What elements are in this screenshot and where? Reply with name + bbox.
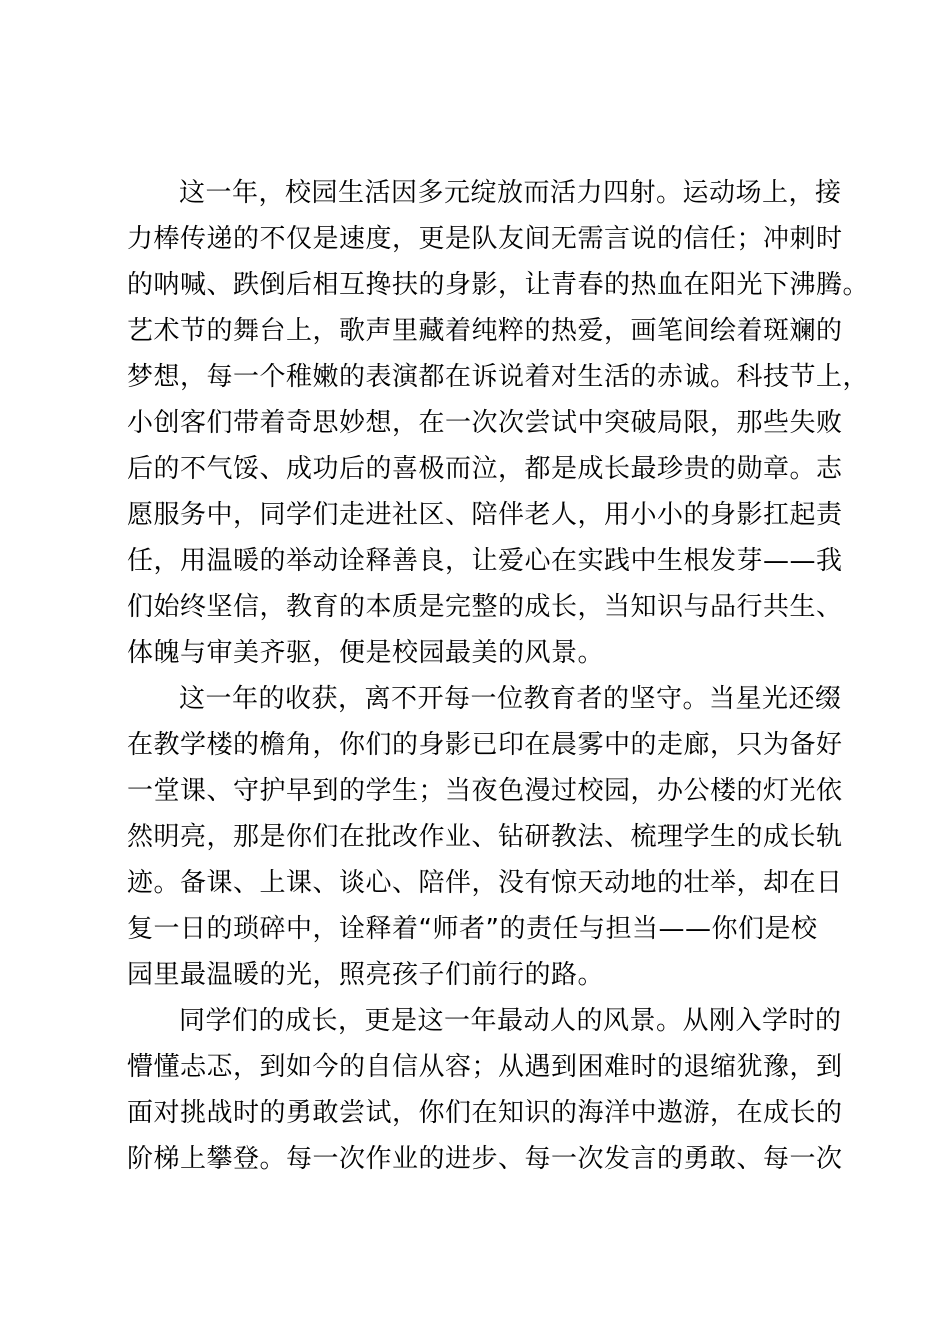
text-line: 然明亮，那是你们在批改作业、钻研教法、梳理学生的成长轨 <box>127 822 843 852</box>
text-line: 后的不气馁、成功后的喜极而泣，都是成长最珍贵的勋章。志 <box>127 454 843 484</box>
text-line: 力棒传递的不仅是速度，更是队友间无需言说的信任；冲刺时 <box>127 224 843 254</box>
text-line: 园里最温暖的光，照亮孩子们前行的路。 <box>127 960 605 990</box>
text-line: 面对挑战时的勇敢尝试，你们在知识的海洋中遨游，在成长的 <box>127 1098 843 1128</box>
text-line: 小创客们带着奇思妙想，在一次次尝试中突破局限，那些失败 <box>127 408 843 438</box>
paragraph-campus-life <box>127 170 870 676</box>
text-line: 任，用温暖的举动诠释善良，让爱心在实践中生根发芽——我 <box>127 546 843 576</box>
text-line: 阶梯上攀登。每一次作业的进步、每一次发言的勇敢、每一次 <box>127 1144 843 1174</box>
text-line: 懵懂忐忑，到如今的自信从容；从遇到困难时的退缩犹豫，到 <box>127 1052 843 1082</box>
text-line: 复一日的琐碎中，诠释着“师者”的责任与担当——你们是校 <box>127 914 818 944</box>
text-line: 愿服务中，同学们走进社区、陪伴老人，用小小的身影扛起责 <box>127 500 843 530</box>
text-line: 这一年，校园生活因多元绽放而活力四射。运动场上，接 <box>179 178 842 208</box>
text-line: 艺术节的舞台上，歌声里藏着纯粹的热爱，画笔间绘着斑斓的 <box>127 316 843 346</box>
text-line: 的呐喊、跌倒后相互搀扶的身影，让青春的热血在阳光下沸腾。 <box>127 270 870 300</box>
text-line: 这一年的收获，离不开每一位教育者的坚守。当星光还缀 <box>179 684 842 714</box>
text-line: 体魄与审美齐驱，便是校园最美的风景。 <box>127 638 605 668</box>
body-text <box>127 170 870 1182</box>
text-line: 迹。备课、上课、谈心、陪伴，没有惊天动地的壮举，却在日 <box>127 868 843 898</box>
text-line: 在教学楼的檐角，你们的身影已印在晨雾中的走廊，只为备好 <box>127 730 843 760</box>
paragraph-students <box>127 998 847 1182</box>
text-line: 同学们的成长，更是这一年最动人的风景。从刚入学时的 <box>179 1006 842 1036</box>
text-line: 梦想，每一个稚嫩的表演都在诉说着对生活的赤诚。科技节上， <box>127 362 870 392</box>
text-line: 们始终坚信，教育的本质是完整的成长，当知识与品行共生、 <box>127 592 843 622</box>
text-line: 一堂课、守护早到的学生；当夜色漫过校园，办公楼的灯光依 <box>127 776 843 806</box>
paragraph-educators <box>127 676 847 998</box>
